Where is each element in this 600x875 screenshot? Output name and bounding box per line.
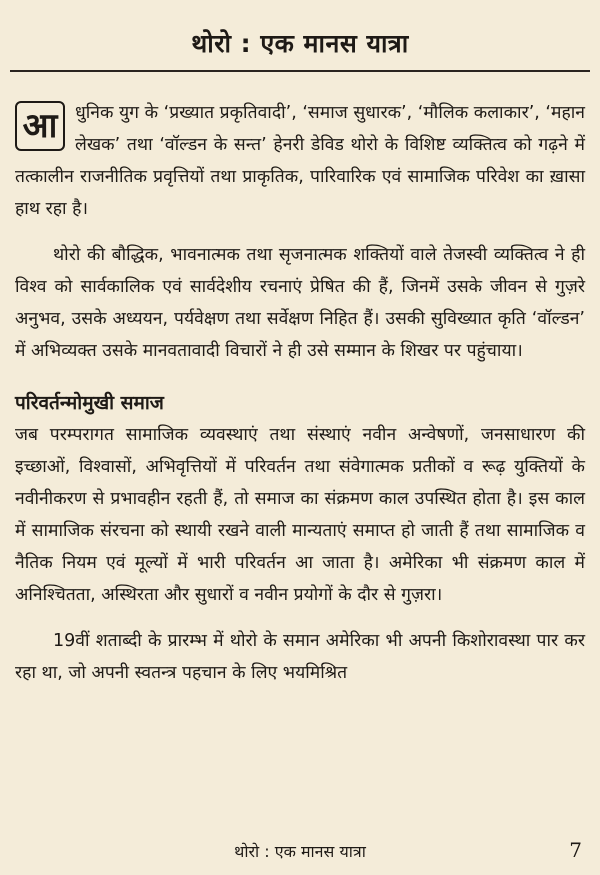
paragraph-2: थोरो की बौद्धिक, भावनात्मक तथा सृजनात्मक शक्तियों वाले तेजस्वी व्यक्तित्व ने ही विश्व को सार्वकालिक एवं सार्वदेशीय रचनाएं प्रेषित की हैं, जिनमें उसके जीवन से गुज़रे अनुभव, उसके अध्ययन, पर्यवेक्षण तथा सर्वेक्षण निहित हैं। उसकी सुविख्यात कृति ‘वॉल्डन’ में अभिव्यक्त उसके मानवतावादी विचारों ने ही उसे सम्मान के शिखर पर पहुंचाया। [15,245,585,361]
page-title: थोरो : एक मानस यात्रा [191,29,409,58]
running-footer-title: थोरो : एक मानस यात्रा [234,842,366,861]
paragraph-4: 19वीं शताब्दी के प्रारम्भ में थोरो के समान अमेरिका भी अपनी किशोरावस्था पार कर रहा था, जो अपनी स्वतन्त्र पहचान के लिए भयमिश्रित [15,631,585,683]
section-heading: परिवर्तन्मोमुखी समाज [15,392,164,414]
paragraph-3: जब परम्परागत सामाजिक व्यवस्थाएं तथा संस्थाएं नवीन अन्वेषणों, जनसाधारण की इच्छाओं, विश्वासों, अभिवृत्तियों में परिवर्तन तथा संवेगात्मक प्रतीकों व रूढ़ युक्तियों के नवीनीकरण से प्रभावहीन रहती हैं, तो समाज का संक्रमण काल उपस्थित होता है। इस काल में सामाजिक संरचना को स्थायी रखने वाली मान्यताएं समाप्त हो जाती हैं तथा सामाजिक व नैतिक नियम एवं मूल्यों में भारी परिवर्तन आ जाता है। अमेरिका भी संक्रमण काल में अनिश्चितता, अस्थिरता और सुधारों व नवीन प्रयोगों के दौर से गुज़रा। [15,425,585,605]
paragraph-1 [15,97,585,225]
drop-cap: आ [15,101,65,151]
title-divider [10,70,590,72]
body-text [15,97,585,689]
page-number: 7 [569,838,582,862]
paragraph-1-text: धुनिक युग के ‘प्रख्यात प्रकृतिवादी’, ‘समाज सुधारक’, ‘मौलिक कलाकार’, ‘महान लेखक’ तथा ‘वॉल्डन के सन्त’ हेनरी डेविड थोरो के विशिष्ट व्यक्तित्व को गढ़ने में तत्कालीन राजनीतिक प्रवृत्तियों तथा प्राकृतिक, पारिवारिक एवं सामाजिक परिवेश का ख़ासा हाथ रहा है। [15,103,585,219]
